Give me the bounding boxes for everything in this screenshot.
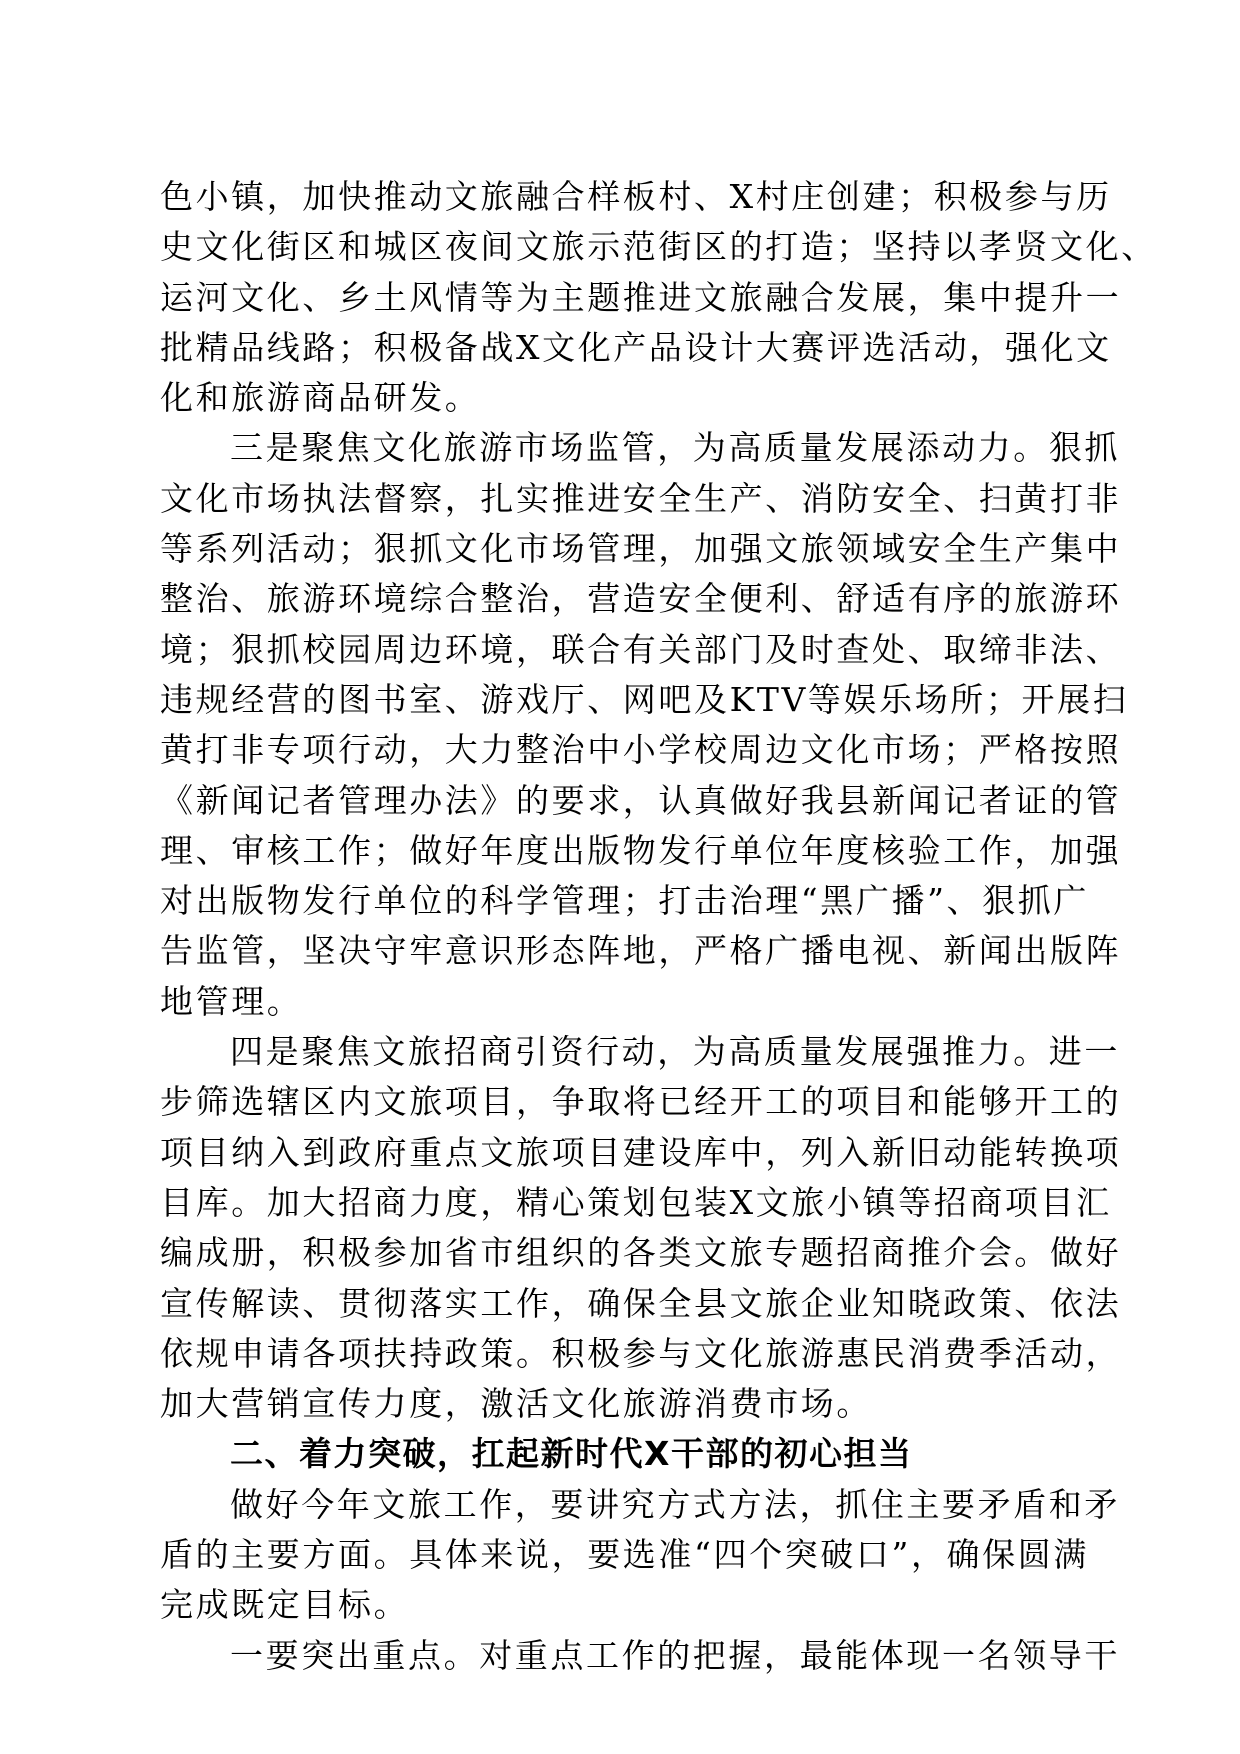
section-intro-start: 做好今年文旅工作，要讲究方式方法，抓住主要矛盾和矛 [230, 1484, 1120, 1524]
text-line: 运河文化、乡土风情等为主题推进文旅融合发展，集中提升一 [160, 277, 1122, 317]
text-line: 加大营销宣传力度，激活文化旅游消费市场。 [160, 1384, 872, 1424]
text-line: 盾的主要方面。具体来说，要选准“四个突破口”，确保圆满 [160, 1535, 1089, 1575]
section-heading: 二、着力突破，扛起新时代X干部的初心担当 [230, 1434, 913, 1474]
text-line: 等系列活动；狠抓文化市场管理，加强文旅领域安全生产集中 [160, 529, 1122, 569]
text-line: 依规申请各项扶持政策。积极参与文化旅游惠民消费季活动， [160, 1333, 1122, 1373]
text-line: 化和旅游商品研发。 [160, 378, 481, 418]
text-line: 步筛选辖区内文旅项目，争取将已经开工的项目和能够开工的 [160, 1082, 1122, 1122]
text-line: 整治、旅游环境综合整治，营造安全便利、舒适有序的旅游环 [160, 579, 1122, 619]
text-line: 目库。加大招商力度，精心策划包装X文旅小镇等招商项目汇 [160, 1182, 1112, 1222]
text-line: 批精品线路；积极备战X文化产品设计大赛评选活动，强化文 [160, 327, 1112, 367]
text-line: 黄打非专项行动，大力整治中小学校周边文化市场；严格按照 [160, 730, 1122, 770]
text-line: 违规经营的图书室、游戏厅、网吧及KTV等娱乐场所；开展扫 [160, 679, 1129, 719]
text-line: 对出版物发行单位的科学管理；打击治理“黑广播”、狠抓广 [160, 881, 1089, 921]
paragraph-three-start: 三是聚焦文化旅游市场监管，为高质量发展添动力。狠抓 [230, 428, 1120, 468]
text-line: 宣传解读、贯彻落实工作，确保全县文旅企业知晓政策、依法 [160, 1283, 1122, 1323]
text-line: 完成既定目标。 [160, 1585, 410, 1625]
text-line: 色小镇，加快推动文旅融合样板村、X村庄创建；积极参与历 [160, 177, 1112, 216]
text-line: 理、审核工作；做好年度出版物发行单位年度核验工作，加强 [160, 830, 1122, 870]
text-line: 编成册，积极参加省市组织的各类文旅专题招商推介会。做好 [160, 1233, 1122, 1273]
text-line: 史文化街区和城区夜间文旅示范街区的打造；坚持以孝贤文化、 [160, 227, 1157, 267]
paragraph-four-start: 四是聚焦文旅招商引资行动，为高质量发展强推力。进一 [230, 1032, 1120, 1072]
text-line: 地管理。 [160, 981, 303, 1021]
text-line: 境；狠抓校园周边环境，联合有关部门及时查处、取缔非法、 [160, 629, 1122, 669]
text-line: 项目纳入到政府重点文旅项目建设库中，列入新旧动能转换项 [160, 1132, 1122, 1172]
text-line: 《新闻记者管理办法》的要求，认真做好我县新闻记者证的管 [160, 780, 1122, 820]
text-line: 告监管，坚决守牢意识形态阵地，严格广播电视、新闻出版阵 [160, 931, 1122, 971]
document-body [160, 172, 1157, 1681]
text-line: 文化市场执法督察，扎实推进安全生产、消防安全、扫黄打非 [160, 478, 1122, 518]
point-one-start: 一要突出重点。对重点工作的把握，最能体现一名领导干 [230, 1635, 1120, 1675]
